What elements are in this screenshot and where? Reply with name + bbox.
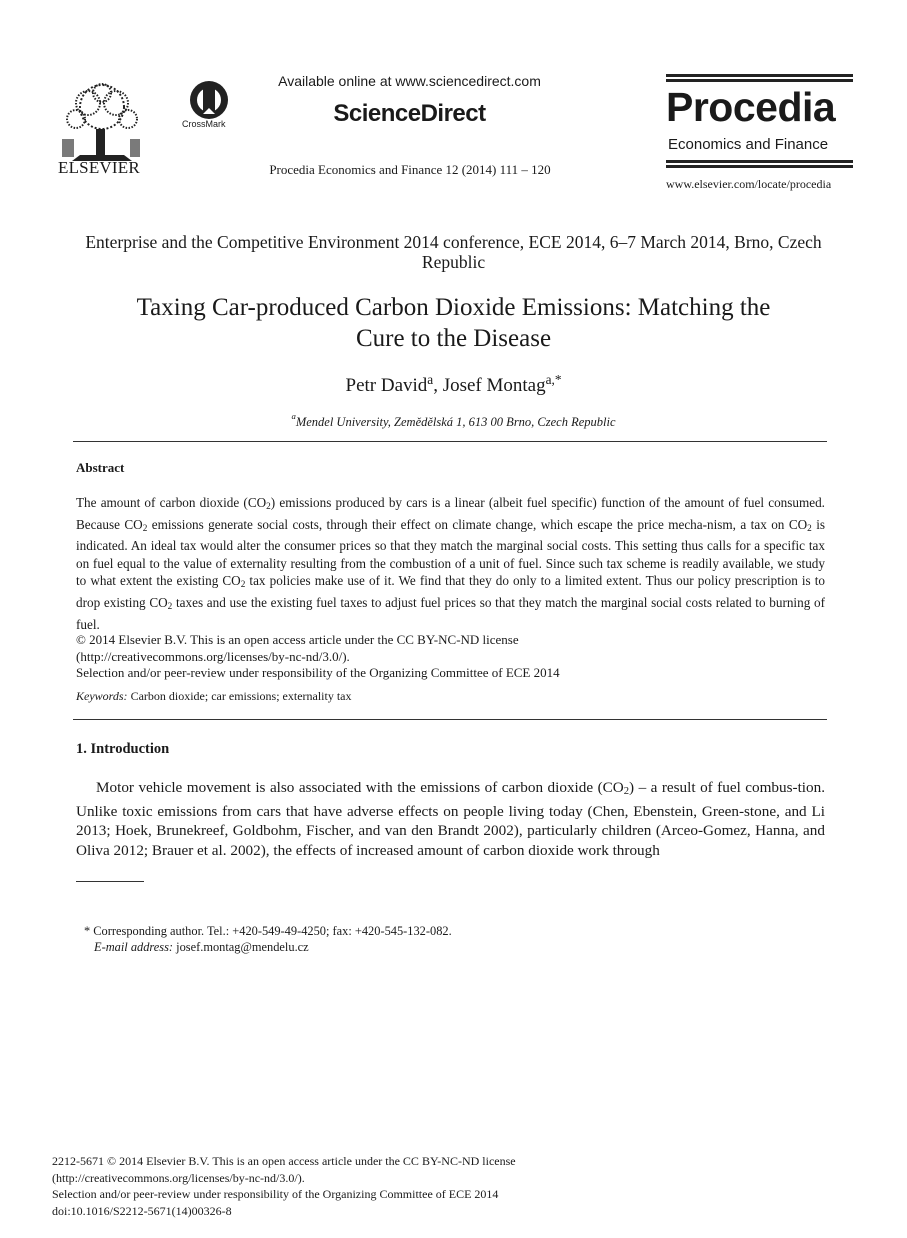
subscript: 2 [266,501,271,511]
author-list [70,372,837,397]
conference-line: Enterprise and the Competitive Environment 2014 conference, ECE 2014, 6–7 March 2014, Brno, Czech Republic [85,232,822,272]
license-link[interactable]: (http://creativecommons.org/licenses/by-nc-nd/3.0/). [76,648,350,664]
affiliation [70,411,837,430]
email-line [84,939,452,955]
subscript: 2 [167,600,173,611]
keywords-label: Keywords: [76,689,128,703]
email-address[interactable]: josef.montag@mendelu.cz [173,940,309,954]
corresponding-author: * Corresponding author. Tel.: +420-549-49-4250; fax: +420-545-132-082. [84,924,452,938]
bottom-peer-review: Selection and/or peer-review under responsibility of the Organizing Committee of ECE 2014 [52,1187,499,1201]
sciencedirect-brand: ScienceDirect [333,100,486,127]
email-label: E-mail address: [94,940,174,954]
abstract-paragraph [76,494,825,633]
procedia-url[interactable]: www.elsevier.com/locate/procedia [666,177,832,191]
abstract-text: is indicated. An ideal tax would alter the consumer prices so that they match the marginal social costs. This setting thus calls for a specific tax on fuel equal to the value of externality resulting from the combustion of a unit of fuel. Since such tax scheme is readily available, we study to what extent the existing CO [76,516,825,589]
abstract-body [76,494,825,633]
available-online-text: Available online at www.sciencedirect.com [278,73,541,89]
title-line-2: Cure to the Disease [355,325,552,352]
abstract-text: ) emissions produced by cars is a linear (albeit fuel specific) function of the amount of fuel consumed. Because CO [76,495,825,532]
author-1-affil-mark: a [427,372,434,387]
author-separator: , [433,375,443,396]
procedia-masthead [666,74,854,194]
issn-license: 2212-5671 © 2014 Elsevier B.V. This is an open access article under the CC BY-NC-ND license [52,1154,516,1168]
peer-review-note: Selection and/or peer-review under responsibility of the Organizing Committee of ECE 2014 [76,665,560,680]
abstract-text: taxes and use the existing fuel taxes to adjust fuel prices so that they match the marginal social costs related to burning of fuel. [76,594,825,632]
abstract-text: emissions generate social costs, through their effect on climate change, which escape the price mecha-nism, a tax on CO [147,516,808,532]
bottom-license-link[interactable]: (http://creativecommons.org/licenses/by-nc-nd/3.0/). [52,1170,305,1185]
introduction-body [76,778,825,860]
intro-text: ) – a result of fuel combus-tion. Unlike toxic emissions from cars that have adverse effects on people living today (Chen, Ebenstein, Green-stone, and Li 2013; Hoek, Brunekreef, Goldbohm, Fischer, and van den Brandt 2002), particularly children (Arceo-Gomez, Hanna, and Oliva 2012; Brauer et al. 2002), the effects of increased amount of carbon dioxide work through [76,779,825,859]
bottom-notice [52,1153,516,1219]
footnote-rule [76,881,144,882]
keywords-list: Carbon dioxide; car emissions; externality tax [127,689,352,703]
affiliation-mark: a [291,411,296,421]
section-heading-introduction: 1. Introduction [76,741,170,757]
subscript: 2 [240,579,246,590]
keywords [76,689,352,704]
copyright-line-1: © 2014 Elsevier B.V. This is an open access article under the CC BY-NC-ND license [76,632,519,647]
author-2-affil-mark: a,* [545,372,562,387]
affiliation-text: Mendel University, Zemědělská 1, 613 00 Brno, Czech Republic [295,415,616,429]
subscript: 2 [623,786,630,797]
author-1: Petr David [345,375,428,396]
procedia-subtitle: Economics and Finance [668,136,829,153]
intro-text: Motor vehicle movement is also associated with the emissions of carbon dioxide (CO [96,779,624,796]
subscript: 2 [807,522,812,533]
paper-title [70,292,837,354]
crossmark-label: CrossMark [182,119,226,129]
publisher-name: ELSEVIER [58,158,140,177]
abstract-heading: Abstract [76,460,125,475]
abstract-text: tax policies make use of it. We find that they do only to a limited extent. Thus our policy prescription is to drop existing CO [76,573,825,610]
procedia-name: Procedia [666,84,836,130]
divider-top [73,441,827,442]
subscript: 2 [142,522,148,533]
title-line-1: Taxing Car-produced Carbon Dioxide Emissions: Matching the [136,294,771,321]
journal-reference: Procedia Economics and Finance 12 (2014) 111 – 120 [269,162,551,177]
doi[interactable]: doi:10.1016/S2212-5671(14)00326-8 [52,1203,232,1218]
author-2: Josef Montag [442,375,546,396]
footnote [84,923,452,955]
copyright-notice [76,632,825,682]
divider-bottom [73,719,827,720]
abstract-text: The amount of carbon dioxide (CO [76,495,267,510]
